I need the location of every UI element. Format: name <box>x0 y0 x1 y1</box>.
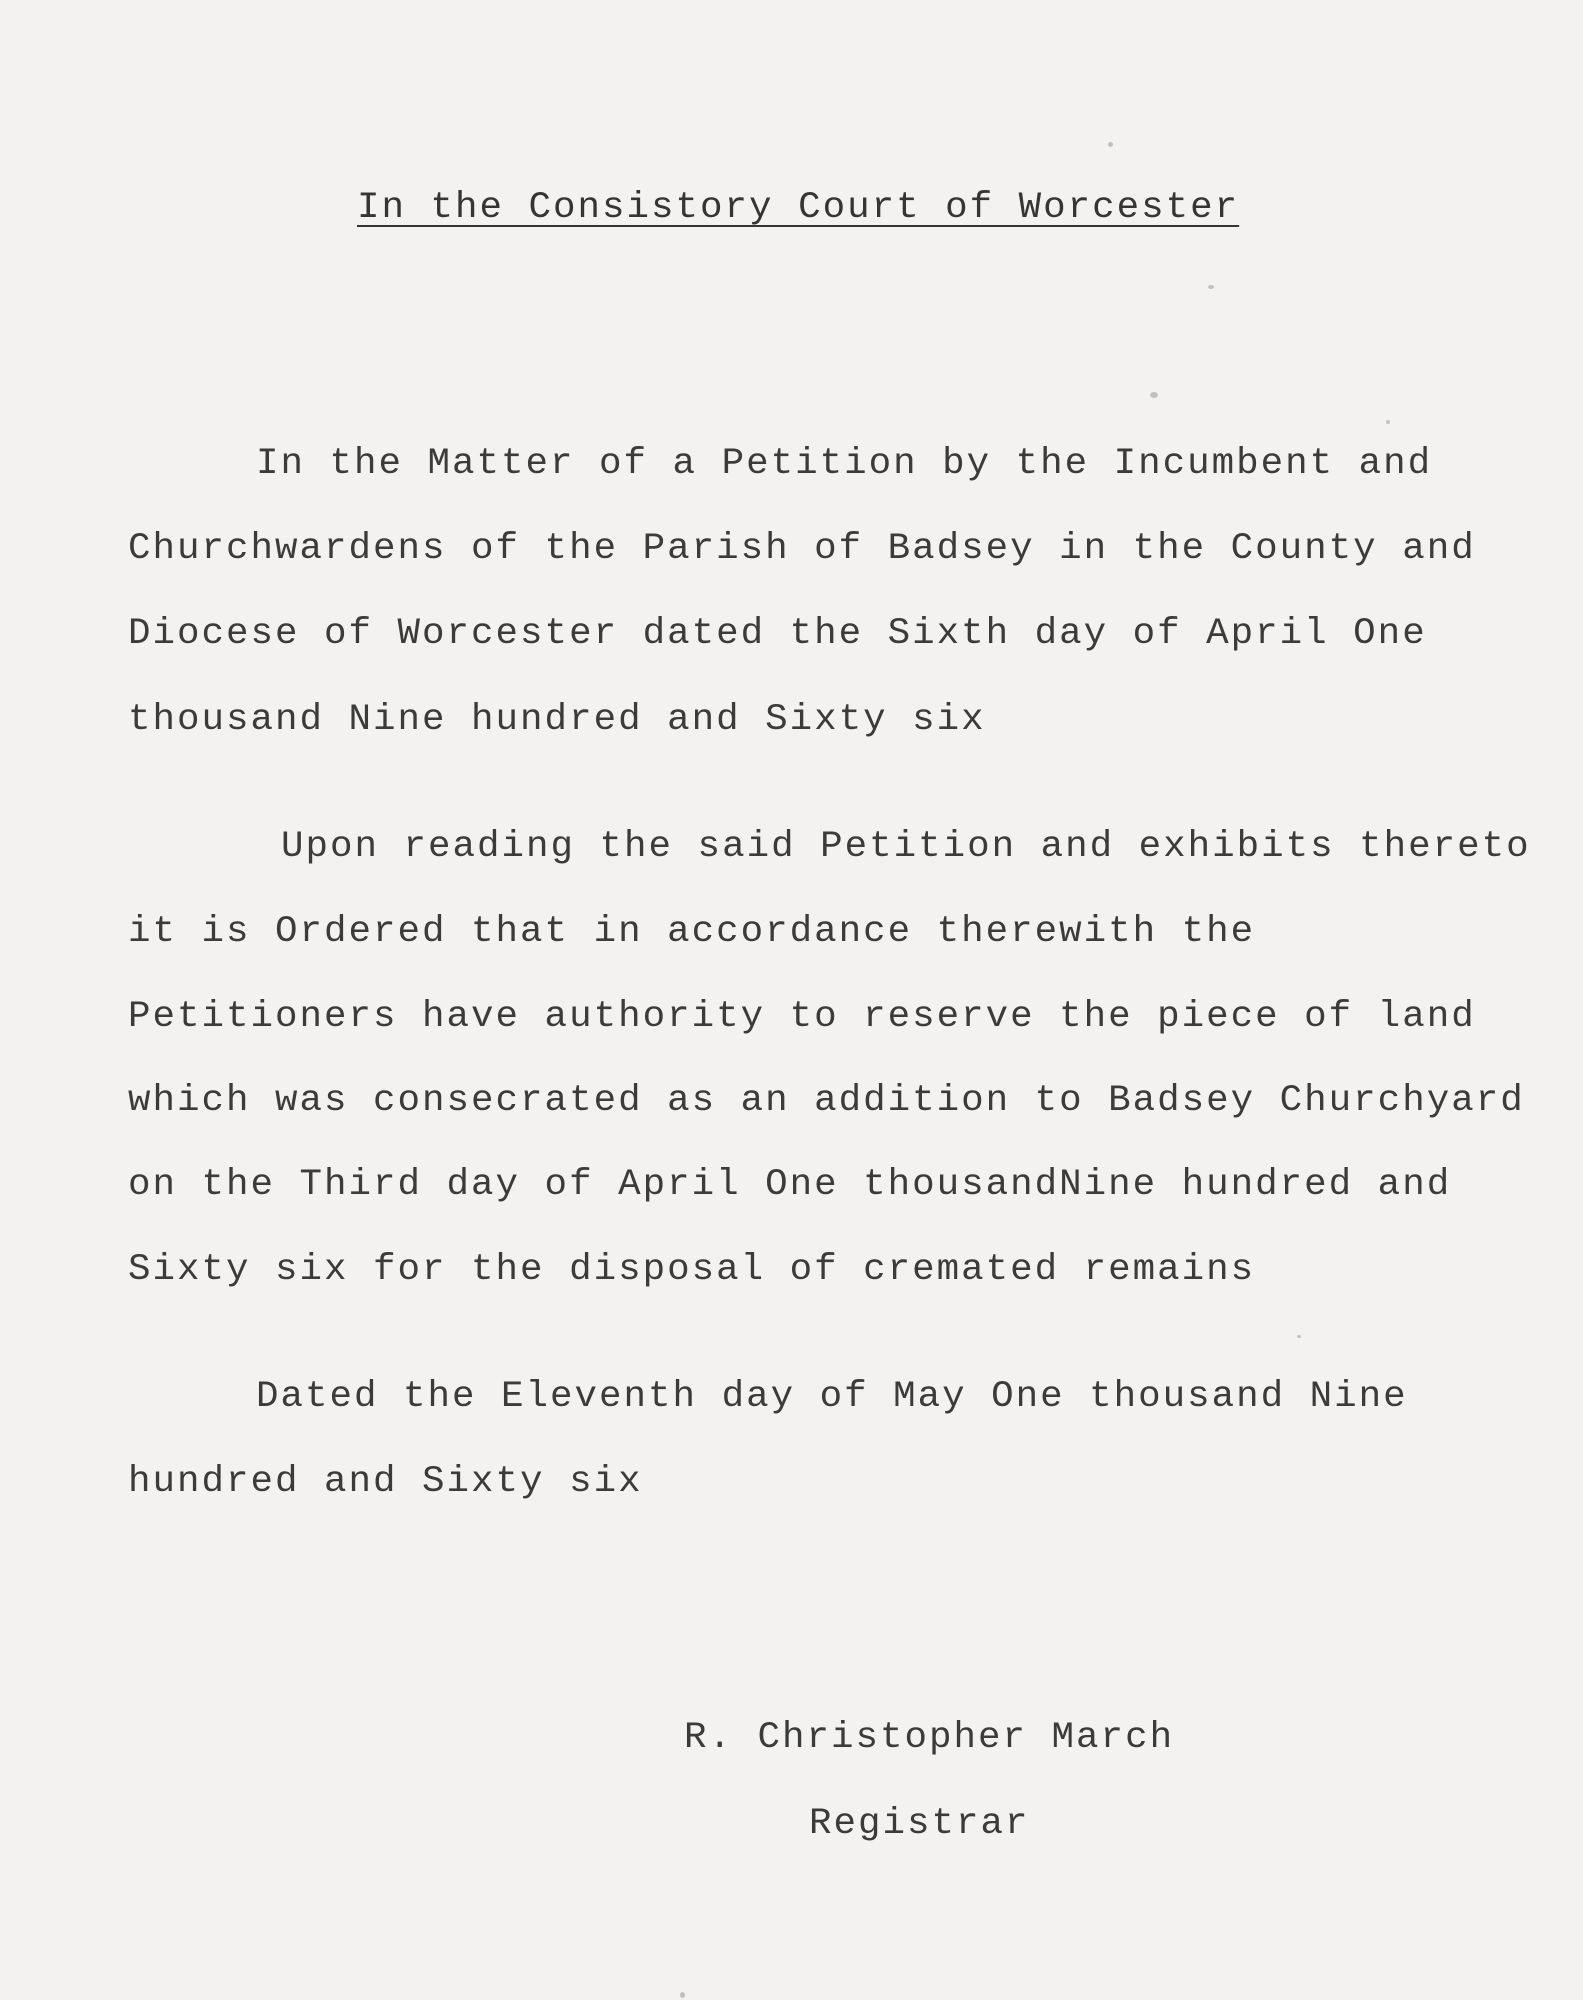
signatory-name: R. Christopher March <box>684 1717 1175 1759</box>
paper-speck <box>680 1992 685 1998</box>
order-line-1: Upon reading the said Petition and exhibits thereto <box>281 826 1531 868</box>
court-heading: In the Consistory Court of Worcester <box>357 187 1240 229</box>
petition-line-1: In the Matter of a Petition by the Incumbent and <box>256 443 1433 485</box>
order-line-5: on the Third day of April One thousandNine hundred and <box>128 1164 1452 1206</box>
dated-line-1: Dated the Eleventh day of May One thousand Nine <box>256 1376 1408 1418</box>
paper-speck <box>1386 420 1390 424</box>
order-line-3: Petitioners have authority to reserve the piece of land <box>128 996 1476 1038</box>
paper-speck <box>1297 1335 1301 1338</box>
order-line-2: it is Ordered that in accordance therewith the <box>128 911 1256 953</box>
paper-speck <box>1208 285 1214 289</box>
dated-line-2: hundred and Sixty six <box>128 1461 643 1503</box>
paper-speck <box>1108 142 1113 147</box>
order-line-6: Sixty six for the disposal of cremated remains <box>128 1249 1256 1291</box>
petition-line-2: Churchwardens of the Parish of Badsey in the County and <box>128 528 1476 570</box>
signatory-title: Registrar <box>809 1803 1030 1845</box>
petition-line-4: thousand Nine hundred and Sixty six <box>128 699 986 741</box>
paper-speck <box>1150 392 1158 398</box>
order-line-4: which was consecrated as an addition to Badsey Churchyard <box>128 1080 1525 1122</box>
petition-line-3: Diocese of Worcester dated the Sixth day of April One <box>128 613 1427 655</box>
